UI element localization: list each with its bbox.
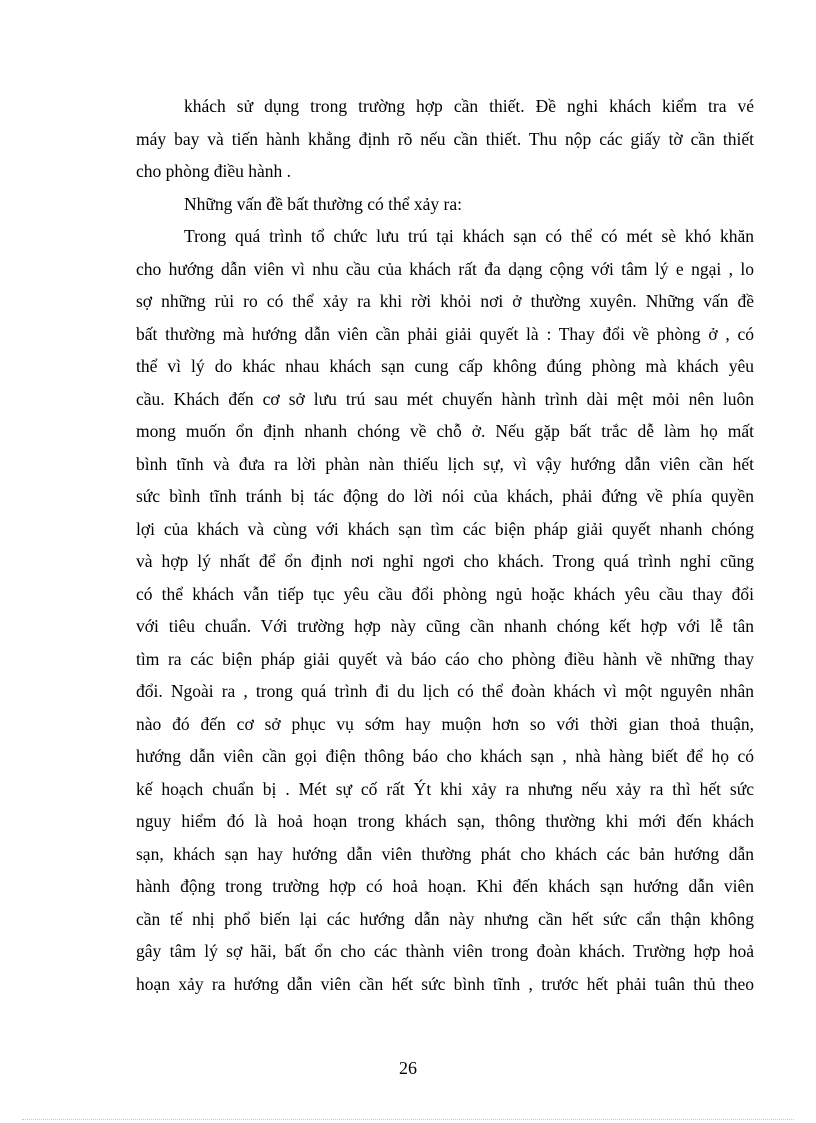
text-line: lợi của khách và cùng với khách sạn tìm các biện pháp giải quyết nhanh chóng (136, 518, 754, 539)
text-line: cần tế nhị phổ biến lại các hướng dẫn này nhưng cần hết sức cẩn thận không (136, 908, 754, 929)
text-line: mong muốn ổn định nhanh chóng về chỗ ở. Nếu gặp bất trắc dễ làm họ mất (136, 421, 754, 441)
text-line: sức bình tĩnh tránh bị tác động do lời nói của khách, phải đứng về phía quyền (136, 486, 754, 506)
text-line: cho hướng dẫn viên vì nhu cầu của khách rất đa dạng cộng với tâm lý e ngại , lo (136, 258, 754, 279)
text-line: nào đó đến cơ sở phục vụ sớm hay muộn hơn so với thời gian thoả thuận, (136, 713, 754, 734)
page-bottom-divider (22, 1119, 794, 1120)
text-line: sạn, khách sạn hay hướng dẫn viên thường phát cho khách các bản hướng dẫn (136, 843, 754, 864)
text-line: kế hoạch chuẩn bị . Mét sự cố rất Ýt khi xảy ra nhưng nếu xảy ra thì hết sức (136, 778, 754, 799)
text-line: bất thường mà hướng dẫn viên cần phải giải quyết là : Thay đổi về phòng ở , có (136, 323, 754, 344)
text-line: nguy hiểm đó là hoả hoạn trong khách sạn, thông thường khi mới đến khách (136, 811, 754, 831)
text-line: máy bay và tiến hành khẳng định rõ nếu cần thiết. Thu nộp các giấy tờ cần thiết (136, 128, 754, 149)
text-line: thể vì lý do khác nhau khách sạn cung cấp không đúng phòng mà khách yêu (136, 356, 754, 376)
text-line: và hợp lý nhất để ổn định nơi nghỉ ngơi cho khách. Trong quá trình nghỉ cũng (136, 551, 754, 571)
text-line: khách sử dụng trong trường hợp cần thiết. Đề nghi khách kiểm tra vé (184, 96, 754, 116)
text-line: hướng dẫn viên cần gọi điện thông báo cho khách sạn , nhà hàng biết để họ có (136, 746, 754, 766)
text-line: Trong quá trình tổ chức lưu trú tại khách sạn có thể có mét sè khó khăn (184, 226, 754, 246)
text-line: tìm ra các biện pháp giải quyết và báo cáo cho phòng điều hành về những thay (136, 648, 754, 669)
text-line: hành động trong trường hợp có hoả hoạn. Khi đến khách sạn hướng dẫn viên (136, 876, 754, 896)
text-line: hoạn xảy ra hướng dẫn viên cần hết sức bình tĩnh , trước hết phải tuân thủ theo (136, 973, 754, 994)
page-number: 26 (399, 1058, 417, 1078)
text-line: có thể khách vẫn tiếp tục yêu cầu đổi phòng ngủ hoặc khách yêu cầu thay đổi (136, 583, 754, 604)
text-line: gây tâm lý sợ hãi, bất ổn cho các thành viên trong đoàn khách. Trường hợp hoả (136, 941, 754, 961)
text-line: sợ những rủi ro có thể xảy ra khi rời khỏi nơi ở thường xuyên. Những vấn đề (136, 291, 754, 311)
text-line: bình tĩnh và đưa ra lời phàn nàn thiếu lịch sự, vì vậy hướng dẫn viên cần hết (136, 453, 754, 474)
text-line: cầu. Khách đến cơ sở lưu trú sau mét chuyến hành trình dài mệt mỏi nên luôn (136, 388, 754, 409)
text-line: đổi. Ngoài ra , trong quá trình đi du lịch có thể đoàn khách vì một nguyên nhân (136, 681, 754, 701)
text-line: cho phòng điều hành . (136, 161, 292, 181)
text-line: Những vấn đề bất thường có thể xảy ra: (184, 193, 463, 214)
text-line: với tiêu chuẩn. Với trường hợp này cũng cần nhanh chóng kết hợp với lễ tân (136, 616, 754, 636)
